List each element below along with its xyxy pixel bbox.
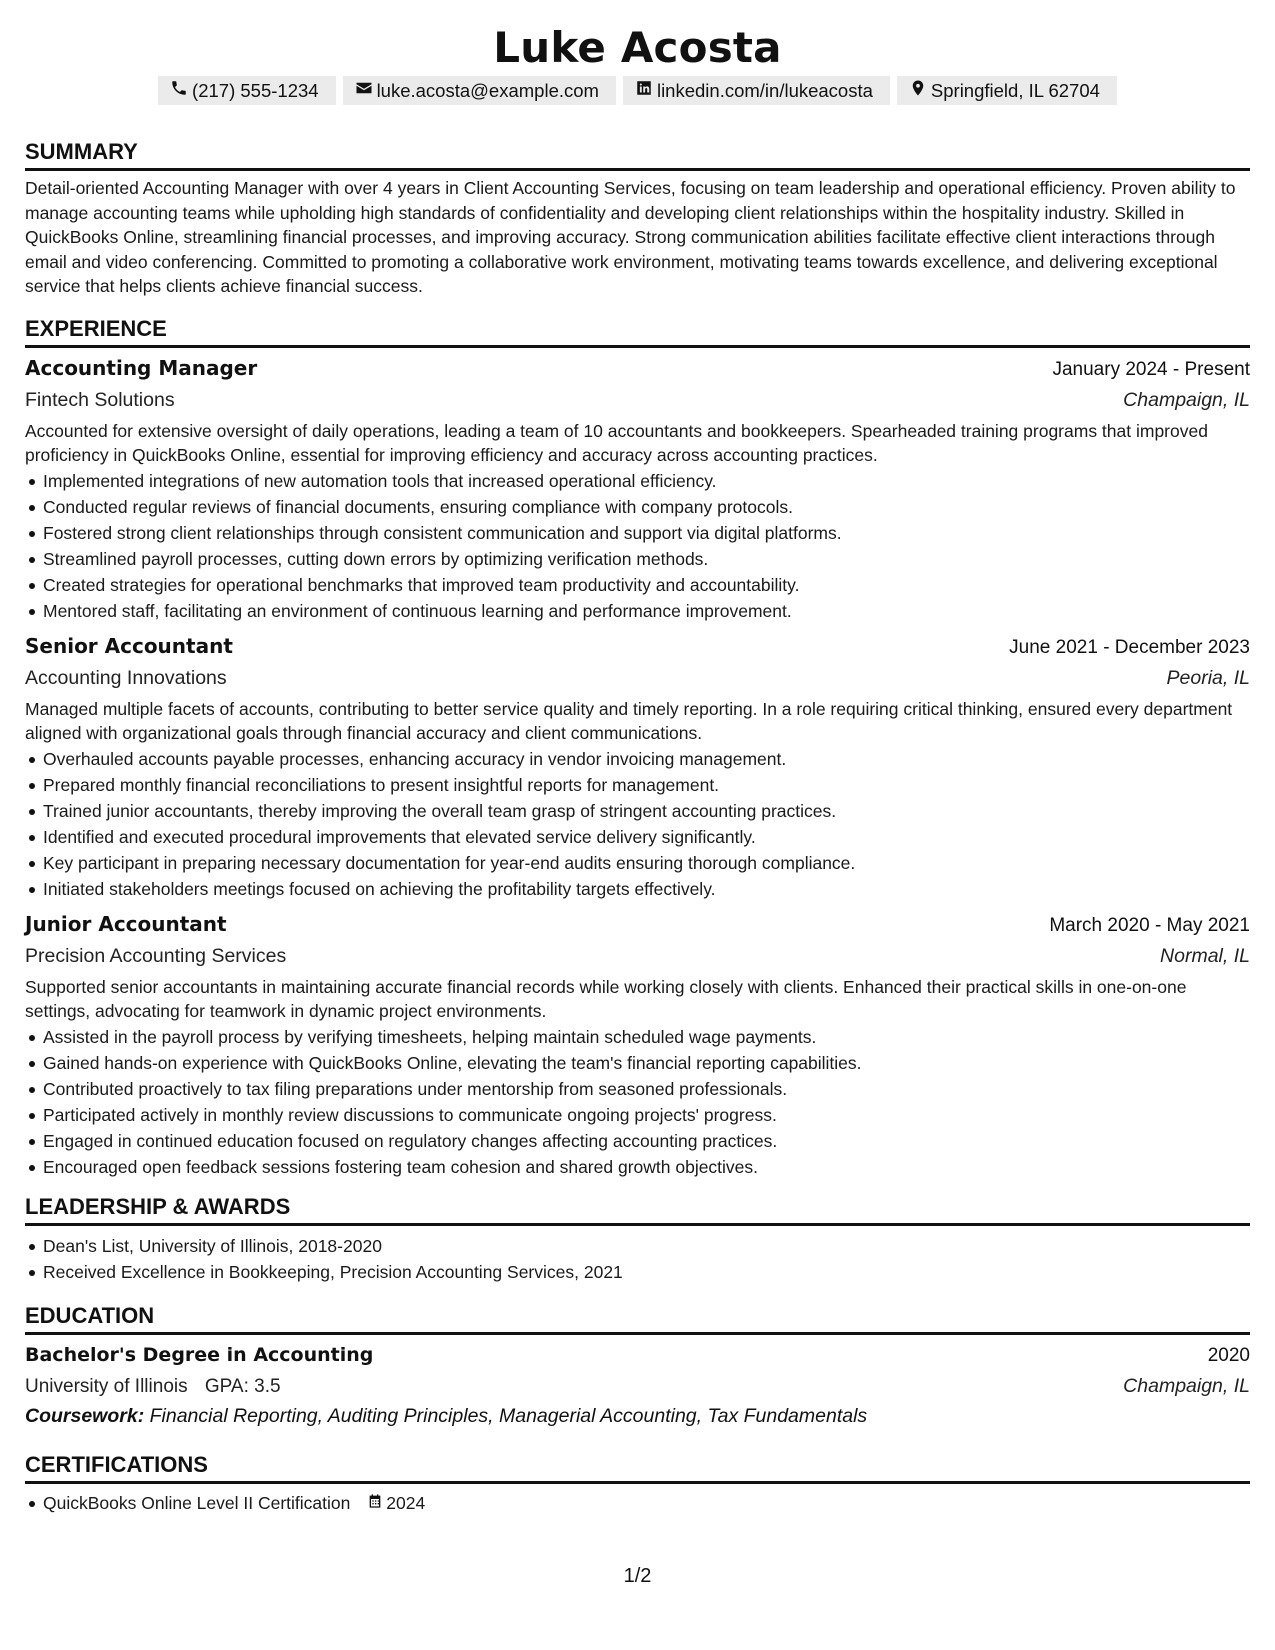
job-description: Managed multiple facets of accounts, contributing to better service quality and timely reporting. In a role requiring critical thinking, ensured every department aligned with organizational goals through financial accuracy and client communications. [25,698,1233,743]
list-item: Engaged in continued education focused on regulatory changes affecting accounting practices. [25,1128,1250,1154]
job-company: Fintech Solutions [25,388,175,411]
resume-page [25,22,1250,1516]
job-location: Peoria, IL [1166,666,1250,689]
education-section [25,1302,1250,1431]
gpa-value: GPA: 3.5 [204,1375,281,1397]
calendar-icon [367,1490,383,1516]
list-item: Overhauled accounts payable processes, enhancing accuracy in vendor invoicing management. [25,746,1250,772]
candidate-name: Luke Acosta [493,23,782,72]
certifications-list [25,1490,1250,1516]
contact-location [897,76,1117,105]
coursework-line [25,1401,1250,1431]
phone-icon [170,79,188,102]
graduation-year: 2020 [1207,1344,1250,1366]
email-text: luke.acosta@example.com [376,79,599,101]
list-item: Identified and executed procedural improvements that elevated service delivery significantly. [25,824,1250,850]
experience-section [25,315,1250,1180]
contact-bar [25,76,1250,105]
list-item [25,1490,1250,1516]
job-bullets [25,1024,1250,1180]
certification-name: QuickBooks Online Level II Certification [43,1492,351,1513]
list-item: Created strategies for operational benchmarks that improved team productivity and accountability. [25,572,1250,598]
job-location: Normal, IL [1160,944,1250,967]
list-item: Participated actively in monthly review discussions to communicate ongoing projects' progress. [25,1102,1250,1128]
job-entry [25,909,1250,1180]
job-description: Supported senior accountants in maintaining accurate financial records while working closely with clients. Enhanced their practical skills in one-on-one settings, advocating for teamwork in dynamic project environments. [25,976,1187,1021]
certifications-section [25,1451,1250,1516]
certification-year: 2024 [386,1492,426,1513]
list-item: Streamlined payroll processes, cutting down errors by optimizing verification methods. [25,546,1250,572]
school-location: Champaign, IL [1123,1374,1250,1397]
job-dates: June 2021 - December 2023 [1009,636,1250,658]
job-entry [25,353,1250,624]
leadership-section [25,1193,1250,1285]
list-item: Trained junior accountants, thereby improving the overall team grasp of stringent accounting practices. [25,798,1250,824]
job-company: Precision Accounting Services [25,944,287,967]
list-item: Gained hands-on experience with QuickBooks Online, elevating the team's financial reporting capabilities. [25,1050,1250,1076]
contact-phone [158,76,336,105]
coursework-label: Coursework: [25,1404,145,1427]
experience-heading: EXPERIENCE [25,315,1250,348]
school-line [25,1372,281,1401]
list-item: Assisted in the payroll process by verifying timesheets, helping maintain scheduled wage payments. [25,1024,1250,1050]
map-pin-icon [909,79,927,102]
job-location: Champaign, IL [1123,388,1250,411]
list-item: Encouraged open feedback sessions fostering team cohesion and shared growth objectives. [25,1154,1250,1180]
list-item: Key participant in preparing necessary documentation for year-end audits ensuring thorough compliance. [25,850,1250,876]
summary-section [25,138,1250,299]
job-title: Junior Accountant [25,911,227,936]
degree-title: Bachelor's Degree in Accounting [25,1343,374,1366]
list-item: Received Excellence in Bookkeeping, Precision Accounting Services, 2021 [25,1259,1250,1285]
list-item: Implemented integrations of new automation tools that increased operational efficiency. [25,468,1250,494]
certification-date [367,1490,425,1516]
list-item: Initiated stakeholders meetings focused on achieving the profitability targets effectively. [25,876,1250,902]
job-bullets [25,468,1250,624]
summary-heading: SUMMARY [25,138,1250,171]
certifications-heading: CERTIFICATIONS [25,1451,1250,1484]
job-dates: March 2020 - May 2021 [1049,914,1250,936]
job-title: Accounting Manager [25,355,258,380]
job-title: Senior Accountant [25,633,233,658]
list-item: Dean's List, University of Illinois, 2018-2020 [25,1233,1250,1259]
phone-text: (217) 555-1234 [192,79,319,101]
contact-linkedin[interactable] [623,76,890,105]
education-heading: EDUCATION [25,1302,1250,1335]
contact-email[interactable] [343,76,616,105]
job-dates: January 2024 - Present [1052,358,1250,380]
coursework-list: Financial Reporting, Auditing Principles, Managerial Accounting, Tax Fundamentals [149,1404,868,1427]
location-text: Springfield, IL 62704 [930,79,1100,101]
list-item: Fostered strong client relationships through consistent communication and support via digital platforms. [25,520,1250,546]
school-name: University of Illinois [25,1375,188,1397]
summary-text: Detail-oriented Accounting Manager with over 4 years in Client Accounting Services, focusing on team leadership and operational efficiency. Proven ability to manage accounting teams while upholding high standards of confidentiality and developing client relationships within the hospitality industry. Skilled in QuickBooks Online, streamlining financial processes, and improving accuracy. Strong communication abilities facilitate effective client interactions through email and video conferencing. Committed to promoting a collaborative work environment, motivating teams towards excellence, and delivering exceptional service that helps clients achieve financial success. [25,178,1236,296]
envelope-icon [355,79,373,102]
awards-list [25,1233,1250,1285]
linkedin-icon [635,79,653,102]
list-item: Prepared monthly financial reconciliations to present insightful reports for management. [25,772,1250,798]
job-description: Accounted for extensive oversight of daily operations, leading a team of 10 accountants and bookkeepers. Spearheaded training programs that improved proficiency in QuickBooks Online, essential for improving efficiency and accuracy across accounting practices. [25,420,1208,465]
list-item: Conducted regular reviews of financial documents, ensuring compliance with company protocols. [25,494,1250,520]
job-company: Accounting Innovations [25,666,227,689]
page-number: 1/2 [623,1565,652,1587]
job-entry [25,631,1250,902]
list-item: Contributed proactively to tax filing preparations under mentorship from seasoned professionals. [25,1076,1250,1102]
job-bullets [25,746,1250,902]
leadership-heading: LEADERSHIP & AWARDS [25,1193,1250,1226]
list-item: Mentored staff, facilitating an environment of continuous learning and performance improvement. [25,598,1250,624]
linkedin-text: linkedin.com/in/lukeacosta [656,79,873,101]
